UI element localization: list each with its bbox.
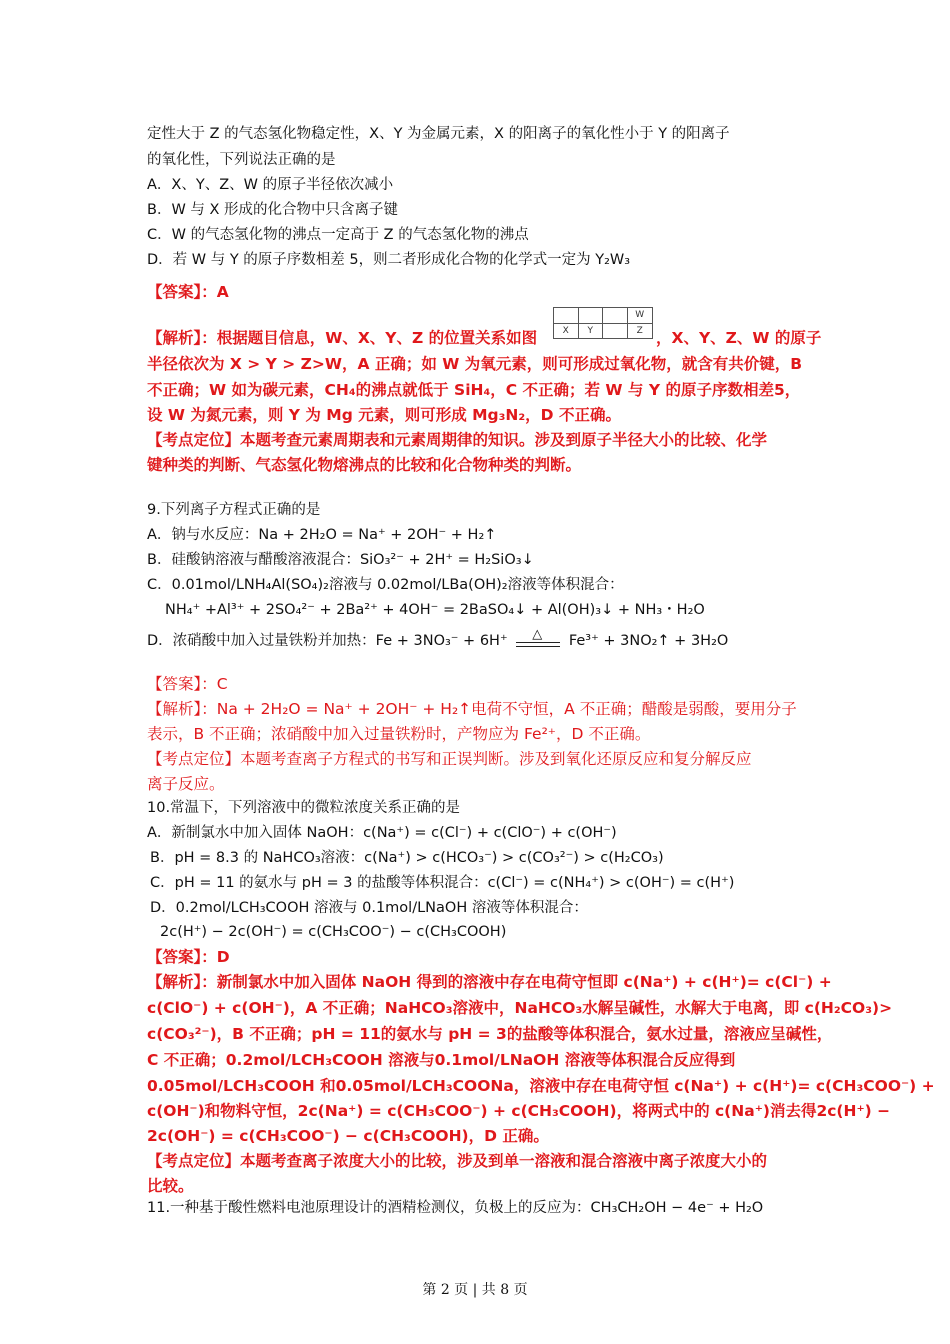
text-line: 比较。	[147, 1177, 194, 1195]
text-line: 【考点定位】本题考查离子方程式的书写和正误判断。涉及到氧化还原反应和复分解反应	[147, 750, 752, 768]
text-line: C．0.01mol/LNH₄Al(SO₄)₂溶液与 0.02mol/LBa(OH)₂溶液等体积混合：	[147, 577, 624, 593]
text-line: NH₄⁺ +Al³⁺ + 2SO₄²⁻ + 2Ba²⁺ + 4OH⁻ = 2BaSO₄↓ + Al(OH)₃↓ + NH₃・H₂O	[165, 602, 705, 618]
grid-cell	[603, 324, 628, 339]
text-line: 【考点定位】本题考查离子浓度大小的比较，涉及到单一溶液和混合溶液中离子浓度大小的	[147, 1152, 768, 1170]
text-line: A．钠与水反应：Na + 2H₂O = Na⁺ + 2OH⁻ + H₂↑	[147, 527, 497, 543]
grid-cell	[603, 308, 628, 324]
text-line: c(CO₃²⁻)，B 不正确；pH = 11的氨水与 pH = 3的盐酸等体积混合，氨水过量，溶液应呈碱性，	[147, 1025, 833, 1043]
text-line: 【答案】：C	[147, 675, 228, 693]
text-line: 【考点定位】本题考查元素周期表和元素周期律的知识。涉及到原子半径大小的比较、化学	[147, 431, 768, 449]
text-line: 9.下列离子方程式正确的是	[147, 502, 321, 518]
text-line: C．pH = 11 的氨水与 pH = 3 的盐酸等体积混合：c(Cl⁻) = c(NH₄⁺) > c(OH⁻) = c(H⁺)	[150, 875, 735, 891]
text-line: c(ClO⁻) + c(OH⁻)，A 不正确；NaHCO₃溶液中，NaHCO₃水解呈碱性，水解大于电离，即 c(H₂CO₃)>	[147, 999, 893, 1017]
q9-d-suffix: Fe³⁺ + 3NO₂↑ + 3H₂O	[568, 633, 729, 649]
text-line: 11.一种基于酸性燃料电池原理设计的酒精检测仪，负极上的反应为：CH₃CH₂OH − 4e⁻ + H₂O	[147, 1200, 764, 1216]
element-position-grid	[553, 307, 653, 339]
text-line: C 不正确；0.2mol/LCH₃COOH 溶液与0.1mol/LNaOH 溶液等体积混合反应得到	[147, 1051, 736, 1069]
page-footer: 第 2 页 | 共 8 页	[422, 1282, 528, 1298]
text-line: 半径依次为 X > Y > Z>W，A 正确；如 W 为氧元素，则可形成过氧化物，就含有共价键，B	[147, 355, 803, 373]
text-line: 【答案】：D	[147, 948, 230, 966]
text-line: B．W 与 X 形成的化合物中只含离子键	[147, 202, 399, 218]
q9-option-d	[147, 627, 729, 651]
text-line: D．若 W 与 Y 的原子序数相差 5，则二者形成化合物的化学式一定为 Y₂W₃	[147, 252, 631, 268]
text-line: c(OH⁻)和物料守恒，2c(Na⁺) = c(CH₃COO⁻) + c(CH₃COOH)，将两式中的 c(Na⁺)消去得2c(H⁺) −	[147, 1102, 891, 1120]
text-line: D．0.2mol/LCH₃COOH 溶液与 0.1mol/LNaOH 溶液等体积混合：	[150, 900, 588, 916]
text-line: 10.常温下，下列溶液中的微粒浓度关系正确的是	[147, 800, 461, 816]
text-line: 【解析】：Na + 2H₂O = Na⁺ + 2OH⁻ + H₂↑电荷不守恒，A 不正确；醋酸是弱酸，要用分子	[147, 700, 797, 718]
text-line: B．硅酸钠溶液与醋酸溶液混合：SiO₃²⁻ + 2H⁺ = H₂SiO₃↓	[147, 552, 534, 568]
grid-cell-y: Y	[579, 324, 604, 339]
heat-triangle-icon: △	[532, 627, 543, 642]
text-line: A．X、Y、Z、W 的原子半径依次减小	[147, 177, 394, 193]
text-line: 【答案】：A	[147, 283, 229, 301]
grid-cell-z: Z	[636, 326, 643, 336]
text-line: 0.05mol/LCH₃COOH 和0.05mol/LCH₃COONa，溶液中存在电荷守恒 c(Na⁺) + c(H⁺)= c(CH₃COO⁻) +	[147, 1077, 935, 1095]
text-line: 2c(H⁺) − 2c(OH⁻) = c(CH₃COO⁻) − c(CH₃COOH)	[160, 924, 507, 940]
text-line: 键种类的判断、气态氢化物熔沸点的比较和化合物种类的判断。	[147, 456, 582, 474]
text-line: C．W 的气态氢化物的沸点一定高于 Z 的气态氢化物的沸点	[147, 227, 529, 243]
text-line: 【解析】：新制氯水中加入固体 NaOH 得到的溶液中存在电荷守恒即 c(Na⁺) + c(H⁺)= c(Cl⁻) +	[147, 973, 832, 991]
text-line: 【解析】：根据题目信息，W、X、Y、Z 的位置关系如图	[147, 329, 538, 347]
text-line: 的氧化性，下列说法正确的是	[147, 152, 336, 168]
grid-cell-x: X	[554, 324, 579, 339]
text-line: 表示，B 不正确；浓硝酸中加入过量铁粉时，产物应为 Fe²⁺，D 不正确。	[147, 725, 651, 743]
grid-cell-w: W	[628, 308, 653, 324]
text-line: ，X、Y、Z、W 的原子	[656, 329, 822, 347]
text-line: 2c(OH⁻) = c(CH₃COO⁻) − c(CH₃COOH)，D 正确。	[147, 1127, 549, 1145]
text-line: 定性大于 Z 的气态氢化物稳定性，X、Y 为金属元素，X 的阳离子的氧化性小于 Y 的阳离子	[147, 126, 730, 142]
text-line: 离子反应。	[147, 775, 225, 793]
heat-condition-symbol	[516, 627, 560, 651]
text-line: 不正确；W 如为碳元素，CH₄的沸点就低于 SiH₄，C 不正确；若 W 与 Y 的原子序数相差5，	[147, 381, 801, 399]
q9-d-prefix: D．浓硝酸中加入过量铁粉并加热：Fe + 3NO₃⁻ + 6H⁺	[147, 633, 508, 649]
grid-cell	[554, 308, 579, 324]
text-line: 设 W 为氮元素，则 Y 为 Mg 元素，则可形成 Mg₃N₂，D 不正确。	[147, 406, 621, 424]
grid-cell	[579, 308, 604, 324]
text-line: B．pH = 8.3 的 NaHCO₃溶液：c(Na⁺) > c(HCO₃⁻) > c(CO₃²⁻) > c(H₂CO₃)	[150, 850, 664, 866]
text-line: A．新制氯水中加入固体 NaOH：c(Na⁺) = c(Cl⁻) + c(ClO⁻) + c(OH⁻)	[147, 825, 617, 841]
